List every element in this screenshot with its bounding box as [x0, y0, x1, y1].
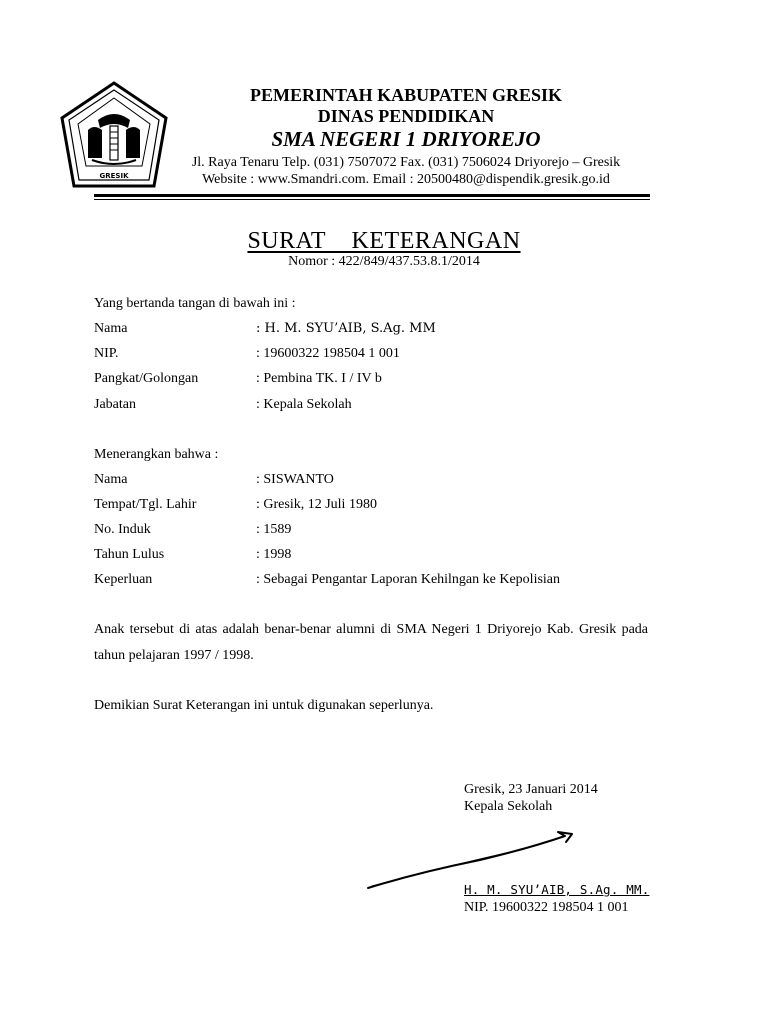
- field-label: NIP.: [94, 346, 119, 361]
- field-value: : 1589: [256, 522, 292, 537]
- intro-text: Yang bertanda tangan di bawah ini :: [94, 296, 296, 311]
- field-label: Pangkat/Golongan: [94, 371, 199, 386]
- letterhead-divider-thin: [94, 199, 650, 200]
- letterhead-address: Jl. Raya Tenaru Telp. (031) 7507072 Fax. (031) 7506024 Driyorejo – Gresik: [191, 155, 621, 170]
- body-paragraph: Anak tersebut di atas adalah benar-benar alumni di SMA Negeri 1 Driyorejo Kab. Gresik pada tahun pelajaran 1997 / 1998.: [94, 622, 648, 663]
- field-value: : 19600322 198504 1 001: [256, 346, 400, 361]
- field-label: Keperluan: [94, 572, 153, 587]
- letterhead-website: Website : www.Smandri.com. Email : 20500480@dispendik.gresik.go.id: [202, 172, 610, 187]
- svg-text:GRESIK: GRESIK: [99, 172, 129, 180]
- menerangkan-text: Menerangkan bahwa :: [94, 447, 219, 462]
- document-number: Nomor : 422/849/437.53.8.1/2014: [288, 254, 480, 269]
- letterhead-department: DINAS PENDIDIKAN: [317, 106, 495, 126]
- field-value: : Sebagai Pengantar Laporan Kehilngan ke Kepolisian: [256, 572, 561, 587]
- field-label: Nama: [94, 321, 128, 336]
- field-label: No. Induk: [94, 522, 151, 537]
- field-label: Tahun Lulus: [94, 547, 165, 562]
- field-value: : 1998: [256, 547, 292, 562]
- signature-nip: NIP. 19600322 198504 1 001: [464, 900, 629, 915]
- field-value: : H. M. SYU’AIB, S.Ag. MM: [256, 321, 436, 336]
- signature-position: Kepala Sekolah: [464, 799, 553, 814]
- field-value: : Pembina TK. I / IV b: [256, 371, 382, 386]
- gresik-emblem-logo: [58, 80, 170, 190]
- signature-place-date: Gresik, 23 Januari 2014: [464, 782, 598, 797]
- signature-name: H. M. SYU’AIB, S.Ag. MM.: [464, 882, 650, 897]
- letterhead: [160, 84, 652, 188]
- field-value: : SISWANTO: [256, 472, 334, 487]
- letterhead-school: SMA NEGERI 1 DRIYOREJO: [271, 127, 541, 151]
- field-label: Jabatan: [94, 397, 136, 412]
- letterhead-government: PEMERINTAH KABUPATEN GRESIK: [249, 85, 563, 105]
- field-label: Nama: [94, 472, 128, 487]
- closing-text: Demikian Surat Keterangan ini untuk digunakan seperlunya.: [94, 698, 434, 713]
- field-value: : Gresik, 12 Juli 1980: [256, 497, 377, 512]
- field-value: : Kepala Sekolah: [256, 397, 352, 412]
- field-label: Tempat/Tgl. Lahir: [94, 497, 197, 512]
- document-title: SURAT KETERANGAN: [247, 228, 521, 254]
- letterhead-divider-thick: [94, 194, 650, 197]
